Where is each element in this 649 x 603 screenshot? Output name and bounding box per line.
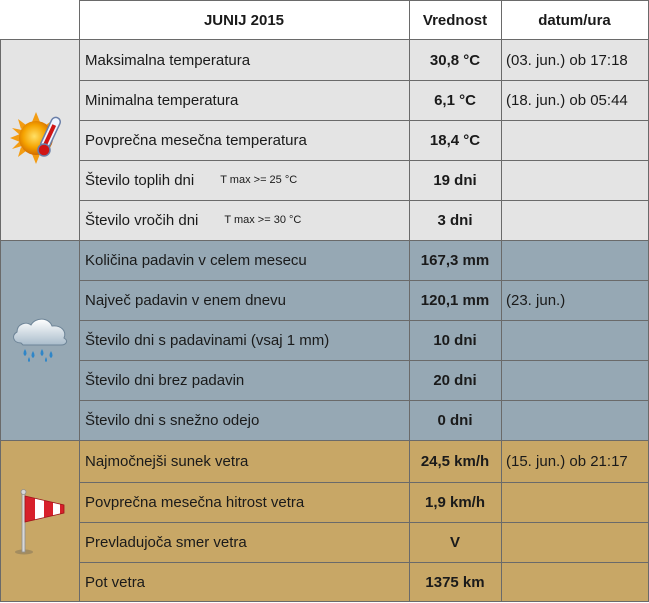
windsock-icon bbox=[8, 486, 72, 556]
grid-line bbox=[0, 440, 649, 441]
grid-line bbox=[79, 0, 80, 602]
row-condition: T max >= 25 °C bbox=[220, 174, 298, 186]
row-label: Povprečna mesečna temperatura bbox=[85, 131, 307, 149]
temperature-section bbox=[0, 40, 648, 240]
row-label: Število dni brez padavin bbox=[85, 371, 245, 389]
grid-line bbox=[0, 240, 649, 241]
row-date bbox=[501, 562, 648, 602]
header-value: Vrednost bbox=[422, 11, 488, 29]
precipitation-section bbox=[0, 240, 648, 440]
table-row bbox=[79, 562, 648, 602]
table-header bbox=[79, 0, 648, 40]
table-row bbox=[79, 440, 648, 483]
table-row bbox=[79, 120, 648, 161]
row-label: Maksimalna temperatura bbox=[85, 51, 251, 69]
row-date bbox=[501, 320, 648, 360]
row-value: 30,8 °C bbox=[429, 51, 481, 69]
row-date bbox=[501, 240, 648, 280]
precipitation-icon-cell bbox=[0, 240, 79, 440]
row-date bbox=[501, 120, 648, 160]
row-date bbox=[501, 160, 648, 200]
table-row bbox=[79, 400, 648, 440]
row-label: Prevladujoča smer vetra bbox=[85, 533, 247, 551]
row-date: (18. jun.) ob 05:44 bbox=[506, 91, 628, 109]
row-value: V bbox=[449, 533, 460, 551]
grid-line bbox=[409, 0, 410, 602]
row-label: Minimalna temperatura bbox=[85, 91, 239, 109]
row-label: Povprečna mesečna hitrost vetra bbox=[85, 493, 305, 511]
table-row bbox=[79, 200, 648, 240]
row-value: 3 dni bbox=[437, 211, 473, 229]
table-row bbox=[79, 80, 648, 121]
row-date bbox=[501, 200, 648, 240]
row-value: 0 dni bbox=[437, 411, 473, 429]
row-date bbox=[501, 482, 648, 522]
row-date bbox=[501, 400, 648, 440]
header-month-title: JUNIJ 2015 bbox=[203, 11, 285, 29]
header-date: datum/ura bbox=[538, 11, 611, 29]
table-row bbox=[79, 240, 648, 281]
row-label: Število dni s snežno odejo bbox=[85, 411, 260, 429]
row-date: (03. jun.) ob 17:18 bbox=[506, 51, 628, 69]
row-value: 18,4 °C bbox=[429, 131, 481, 149]
grid-line bbox=[0, 40, 1, 602]
row-value: 19 dni bbox=[433, 171, 477, 189]
table-row bbox=[79, 320, 648, 361]
row-date: (23. jun.) bbox=[506, 291, 566, 309]
rain-cloud-icon bbox=[9, 315, 71, 365]
row-date: (15. jun.) ob 21:17 bbox=[506, 452, 628, 470]
row-value: 1375 km bbox=[425, 573, 485, 591]
row-value: 20 dni bbox=[433, 371, 477, 389]
row-label: Pot vetra bbox=[85, 573, 146, 591]
row-condition: T max >= 30 °C bbox=[224, 214, 302, 226]
row-label: Količina padavin v celem mesecu bbox=[85, 251, 307, 269]
row-label: Najmočnejši sunek vetra bbox=[85, 452, 249, 470]
row-value: 120,1 mm bbox=[420, 291, 490, 309]
grid-line bbox=[0, 601, 649, 602]
grid-line bbox=[0, 39, 649, 40]
row-value: 24,5 km/h bbox=[420, 452, 490, 470]
table-row bbox=[79, 160, 648, 201]
row-date bbox=[501, 360, 648, 400]
row-date bbox=[501, 522, 648, 562]
row-label: Število vročih dni bbox=[85, 211, 199, 229]
wind-section bbox=[0, 440, 648, 602]
temperature-icon-cell bbox=[0, 40, 79, 240]
table-row bbox=[79, 360, 648, 401]
row-value: 167,3 mm bbox=[420, 251, 490, 269]
row-value: 10 dni bbox=[433, 331, 477, 349]
table-row bbox=[79, 482, 648, 523]
sun-thermometer-icon bbox=[10, 110, 70, 170]
grid-line bbox=[501, 0, 502, 602]
row-label: Največ padavin v enem dnevu bbox=[85, 291, 286, 309]
table-row bbox=[79, 280, 648, 321]
table-row bbox=[79, 40, 648, 81]
row-value: 6,1 °C bbox=[434, 91, 476, 109]
wind-icon-cell bbox=[0, 440, 79, 602]
row-label: Število toplih dni bbox=[85, 171, 195, 189]
table-row bbox=[79, 522, 648, 563]
grid-line bbox=[79, 0, 649, 1]
row-label: Število dni s padavinami (vsaj 1 mm) bbox=[85, 331, 330, 349]
row-value: 1,9 km/h bbox=[424, 493, 486, 511]
